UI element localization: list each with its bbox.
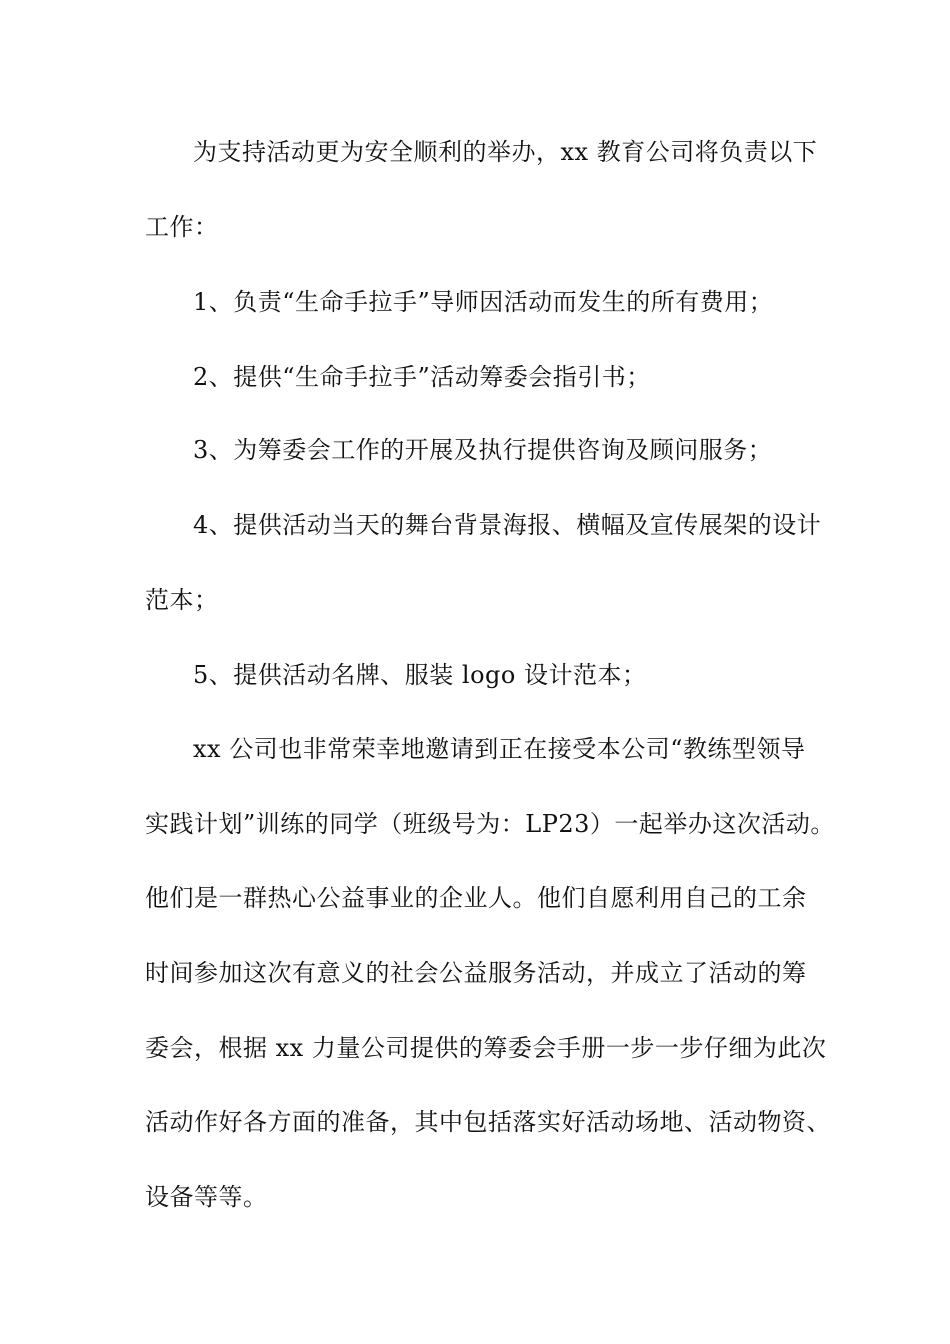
paragraph-body-line-6: 活动作好各方面的准备，其中包括落实好活动场地、活动物资、 (145, 1108, 831, 1136)
paragraph-body-line-7: 设备等等。 (145, 1183, 268, 1211)
list-item-3: 3、为筹委会工作的开展及执行提供咨询及顾问服务； (193, 436, 773, 464)
list-item-2: 2、提供“生命手拉手”活动筹委会指引书； (193, 363, 651, 391)
list-item-5: 5、提供活动名牌、服装 logo 设计范本； (193, 661, 647, 689)
paragraph-body-line-5: 委会，根据 xx 力量公司提供的筹委会手册一步一步仔细为此次 (145, 1034, 827, 1062)
paragraph-body-line-4: 时间参加这次有意义的社会公益服务活动，并成立了活动的筹 (145, 959, 807, 987)
list-item-4-line-2: 范本； (145, 586, 219, 614)
paragraph-body-line-1: xx 公司也非常荣幸地邀请到正在接受本公司“教练型领导 (193, 735, 806, 763)
paragraph-intro-line-2: 工作： (145, 213, 219, 241)
list-item-4-line-1: 4、提供活动当天的舞台背景海报、横幅及宣传展架的设计 (193, 511, 822, 539)
paragraph-body-line-2: 实践计划”训练的同学（班级号为：LP23）一起举办这次活动。 (145, 810, 835, 838)
list-item-1: 1、负责“生命手拉手”导师因活动而发生的所有费用； (193, 288, 774, 316)
paragraph-body-line-3: 他们是一群热心公益事业的企业人。他们自愿利用自己的工余 (145, 884, 807, 912)
paragraph-intro-line-1: 为支持活动更为安全顺利的举办，xx 教育公司将负责以下 (193, 138, 818, 166)
